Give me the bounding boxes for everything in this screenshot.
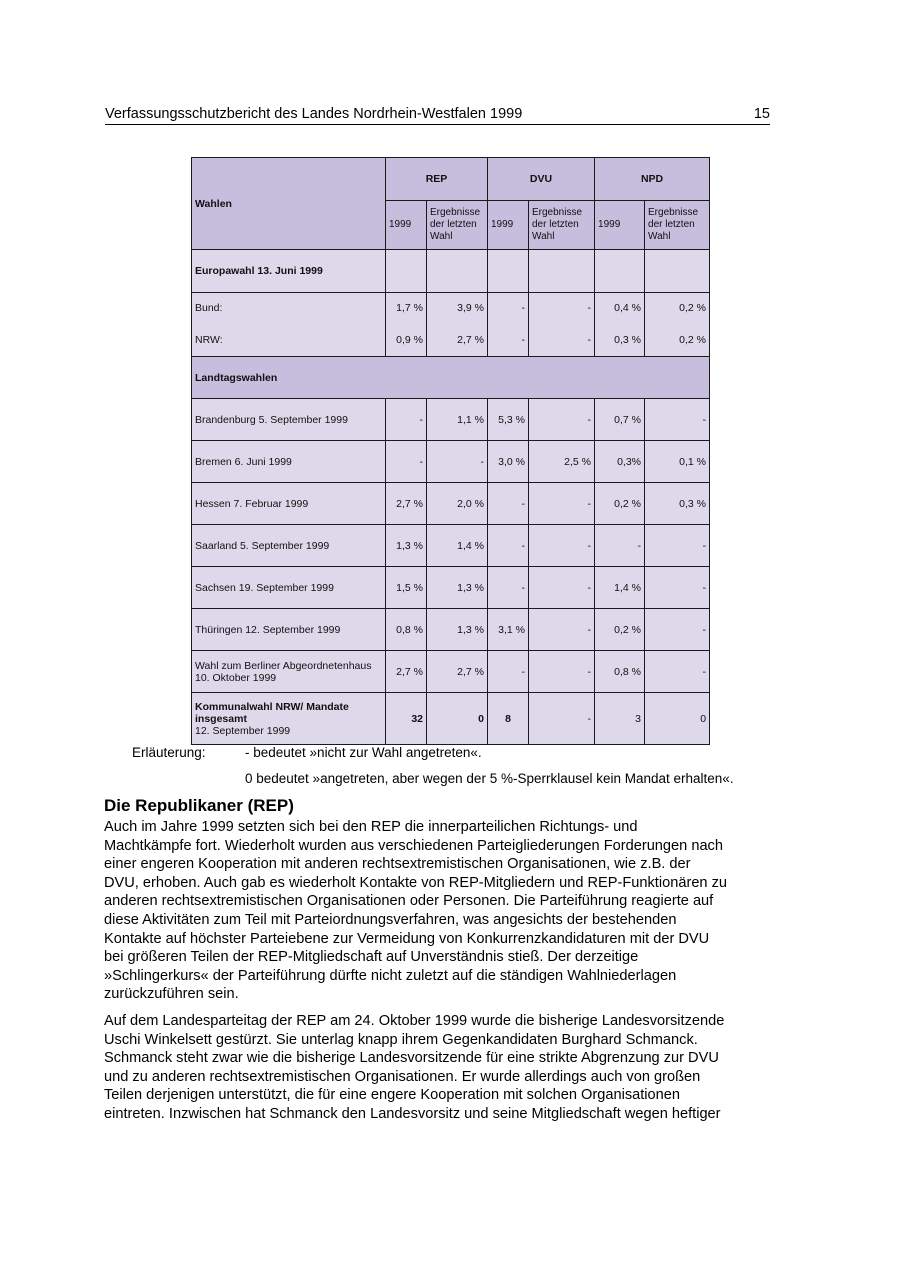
cell-value: - [645,525,710,567]
row-label: Bremen 6. Juni 1999 [192,441,386,483]
cell-value: - [488,567,529,609]
cell-value: 2,0 % [427,483,488,525]
cell-value: - [645,609,710,651]
text-line: Auch im Jahre 1999 setzten sich bei den REP die innerparteilichen Richtungs- und [104,819,638,835]
cell-value: - [386,399,427,441]
kommunalwahl-title: Kommunalwahl NRW/ Mandate insgesamt [195,700,349,725]
cell-value: - [529,525,595,567]
cell-value: - [529,567,595,609]
cell-value: - [529,609,595,651]
text-line: Machtkämpfe fort. Wiederholt wurden aus verschiedenen Parteigliederungen Forderungen nach [104,837,723,854]
cell-value: 1,3 % [427,567,488,609]
text-line: Uschi Winkelsett gestürzt. Sie unterlag knapp ihrem Gegenkandidaten Burghard Schmanck. [104,1031,698,1048]
legend-line-2: 0 bedeutet »angetreten, aber wegen der 5 %-Sperrklausel kein Mandat erhalten«. [245,771,734,786]
row-label-nrw: NRW: [192,324,386,357]
cell-value: 0,7 % [595,399,645,441]
text-line: bei größeren Teilen der REP-Mitgliedschaft auf Unverständnis stieß. Der derzeitige [104,949,639,966]
year-header: 1999 [386,201,427,250]
cell-value: - [386,441,427,483]
cell-value: 2,7 % [427,324,488,357]
cell-value: 1,1 % [427,399,488,441]
cell-value: - [427,441,488,483]
text-line: »Schlingerkurs« der Parteiführung dürfte nicht zuletzt auf die ständigen Wahlniederlagen [104,967,677,984]
cell-value: 3,9 % [427,293,488,324]
cell-value: 3,1 % [488,609,529,651]
cell-value: 2,7 % [386,651,427,693]
party-header-rep: REP [386,158,488,201]
landtag-rows [192,399,710,693]
cell-value: 0,2 % [645,324,710,357]
cell-value: - [529,693,595,745]
row-label: Brandenburg 5. September 1999 [192,399,386,441]
paragraph-1 [104,818,804,1004]
cell-value: - [529,399,595,441]
cell-value: 0,8 % [386,609,427,651]
last-election-header: Ergebnisse der letzten Wahl [427,201,488,250]
cell-value: 3,0 % [488,441,529,483]
text-line: anderen rechtsextremistischen Organisationen oder Personen. Die Parteiführung reagierte auf [104,893,714,910]
kommunalwahl-cell [192,693,386,745]
cell-value: 0,3 % [645,483,710,525]
cell-value: 32 [386,693,427,745]
cell-value: - [645,567,710,609]
text-line: DVU, erhoben. Auch gab es wiederholt Kontakte von REP-Mitgliedern und REP-Funktionären zu [104,874,728,891]
row-label-bund: Bund: [192,293,386,324]
year-header: 1999 [595,201,645,250]
party-header-dvu: DVU [488,158,595,201]
cell-value: - [488,483,529,525]
table-corner-label: Wahlen [192,158,386,250]
header-title: Verfassungsschutzbericht des Landes Nordrhein-Westfalen 1999 [105,106,523,122]
cell-value: - [529,483,595,525]
cell-value: 1,4 % [595,567,645,609]
cell-value: 8 [488,693,529,745]
cell-value: - [645,651,710,693]
text-line: Schmanck steht zwar wie die bisherige Landesvorsitzende für eine strikte Abgrenzung zur DVU [104,1050,719,1067]
landtagswahlen-title: Landtagswahlen [192,357,710,399]
cell-value: - [488,324,529,357]
text-line: einer engeren Kooperation mit anderen rechtsextremistischen Organisationen, wie z.B. der [104,856,691,873]
cell-value: 0,9 % [386,324,427,357]
text-line: und zu anderen rechtsextremistischen Organisationen. Er wurde allerdings auch von großen [104,1068,701,1085]
row-label: Hessen 7. Februar 1999 [192,483,386,525]
cell-value: 1,7 % [386,293,427,324]
cell-value: 0,3% [595,441,645,483]
cell-value: 2,7 % [386,483,427,525]
cell-value: 2,7 % [427,651,488,693]
cell-value: 0,2 % [595,609,645,651]
europawahl-title: Europawahl 13. Juni 1999 [192,250,386,293]
last-election-header: Ergebnisse der letzten Wahl [645,201,710,250]
cell-value: - [529,293,595,324]
cell-value: 0,8 % [595,651,645,693]
section-heading: Die Republikaner (REP) [104,796,294,815]
row-label: Wahl zum Berliner Abgeordnetenhaus 10. Oktober 1999 [192,651,386,693]
cell-value: 0,2 % [645,293,710,324]
legend-label: Erläuterung: [132,745,206,760]
text-line: zurückzuführen sein. [104,986,239,1003]
legend-line-1: - bedeutet »nicht zur Wahl angetreten«. [245,745,482,760]
cell-value: - [488,525,529,567]
text-line: Auf dem Landesparteitag der REP am 24. Oktober 1999 wurde die bisherige Landesvorsitzende [104,1013,725,1029]
text-line: Kontakte auf höchster Parteiebene zur Vermeidung von Konkurrenzkandidaturen mit der DVU [104,930,710,947]
cell-value: 0 [427,693,488,745]
last-election-header: Ergebnisse der letzten Wahl [529,201,595,250]
cell-value: 0,1 % [645,441,710,483]
cell-value: 0 [645,693,710,745]
text-line: Teilen derjenigen unterstützt, die für eine engere Kooperation mit solchen Organisationen [104,1087,681,1104]
row-label: Saarland 5. September 1999 [192,525,386,567]
cell-value: 1,3 % [427,609,488,651]
cell-value: 0,4 % [595,293,645,324]
cell-value: - [529,324,595,357]
cell-value: - [595,525,645,567]
election-results-table [191,157,710,745]
cell-value: 3 [595,693,645,745]
cell-value: - [488,651,529,693]
text-line: eintreten. Inzwischen hat Schmanck den Landesvorsitz und seine Mitgliedschaft wegen heftiger [104,1105,721,1122]
party-header-npd: NPD [595,158,710,201]
cell-value: - [645,399,710,441]
cell-value: 1,4 % [427,525,488,567]
row-label: Sachsen 19. September 1999 [192,567,386,609]
cell-value: 1,5 % [386,567,427,609]
kommunalwahl-date: 12. September 1999 [195,724,291,737]
cell-value: 5,3 % [488,399,529,441]
cell-value: - [529,651,595,693]
text-line: diese Aktivitäten zum Teil mit Parteiordnungsverfahren, was angesichts der bestehenden [104,911,677,928]
cell-value: 0,2 % [595,483,645,525]
cell-value: 1,3 % [386,525,427,567]
year-header: 1999 [488,201,529,250]
page-number: 15 [753,106,770,122]
page-header [105,106,770,125]
paragraph-2 [104,1012,804,1124]
row-label: Thüringen 12. September 1999 [192,609,386,651]
cell-value: 2,5 % [529,441,595,483]
cell-value: 0,3 % [595,324,645,357]
cell-value: - [488,293,529,324]
